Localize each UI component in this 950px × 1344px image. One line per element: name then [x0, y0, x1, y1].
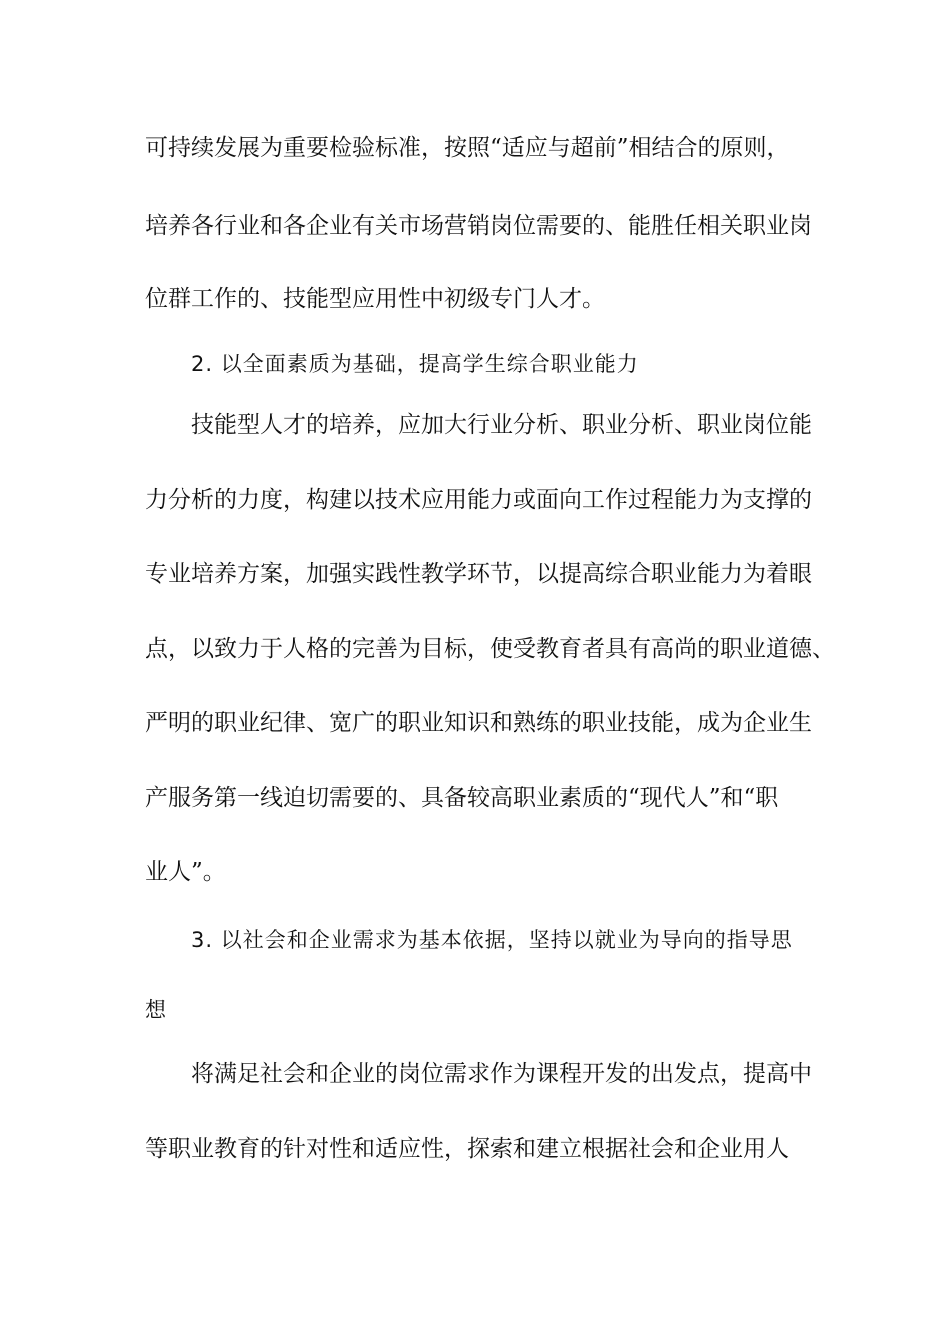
- paragraph-line-6: 专业培养方案，加强实践性教学环节，以提高综合职业能力为着眼: [145, 561, 812, 587]
- paragraph-line-7: 点，以致力于人格的完善为目标，使受教育者具有高尚的职业道德、: [145, 636, 835, 662]
- paragraph-line-10: 业人”。: [145, 859, 226, 885]
- section-heading-3: 3. 以社会和企业需求为基本依据，坚持以就业为导向的指导思: [191, 928, 793, 952]
- paragraph-line-12: 等职业教育的针对性和适应性，探索和建立根据社会和企业用人: [145, 1136, 789, 1162]
- section-heading-3-continued: 想: [145, 998, 167, 1022]
- paragraph-line-2: 培养各行业和各企业有关市场营销岗位需要的、能胜任相关职业岗: [145, 213, 812, 239]
- paragraph-line-5: 力分析的力度，构建以技术应用能力或面向工作过程能力为支撑的: [145, 487, 812, 513]
- paragraph-line-4: 技能型人才的培养，应加大行业分析、职业分析、职业岗位能: [191, 412, 812, 438]
- paragraph-line-11: 将满足社会和企业的岗位需求作为课程开发的出发点，提高中: [191, 1061, 812, 1087]
- section-heading-2: 2. 以全面素质为基础，提高学生综合职业能力: [191, 352, 639, 376]
- paragraph-line-9: 产服务第一线迫切需要的、具备较高职业素质的“现代人”和“职: [145, 785, 779, 811]
- paragraph-line-3: 位群工作的、技能型应用性中初级专门人才。: [145, 286, 605, 312]
- paragraph-line-1: 可持续发展为重要检验标准，按照“适应与超前”相结合的原则，: [145, 135, 790, 161]
- paragraph-line-8: 严明的职业纪律、宽广的职业知识和熟练的职业技能，成为企业生: [145, 710, 812, 736]
